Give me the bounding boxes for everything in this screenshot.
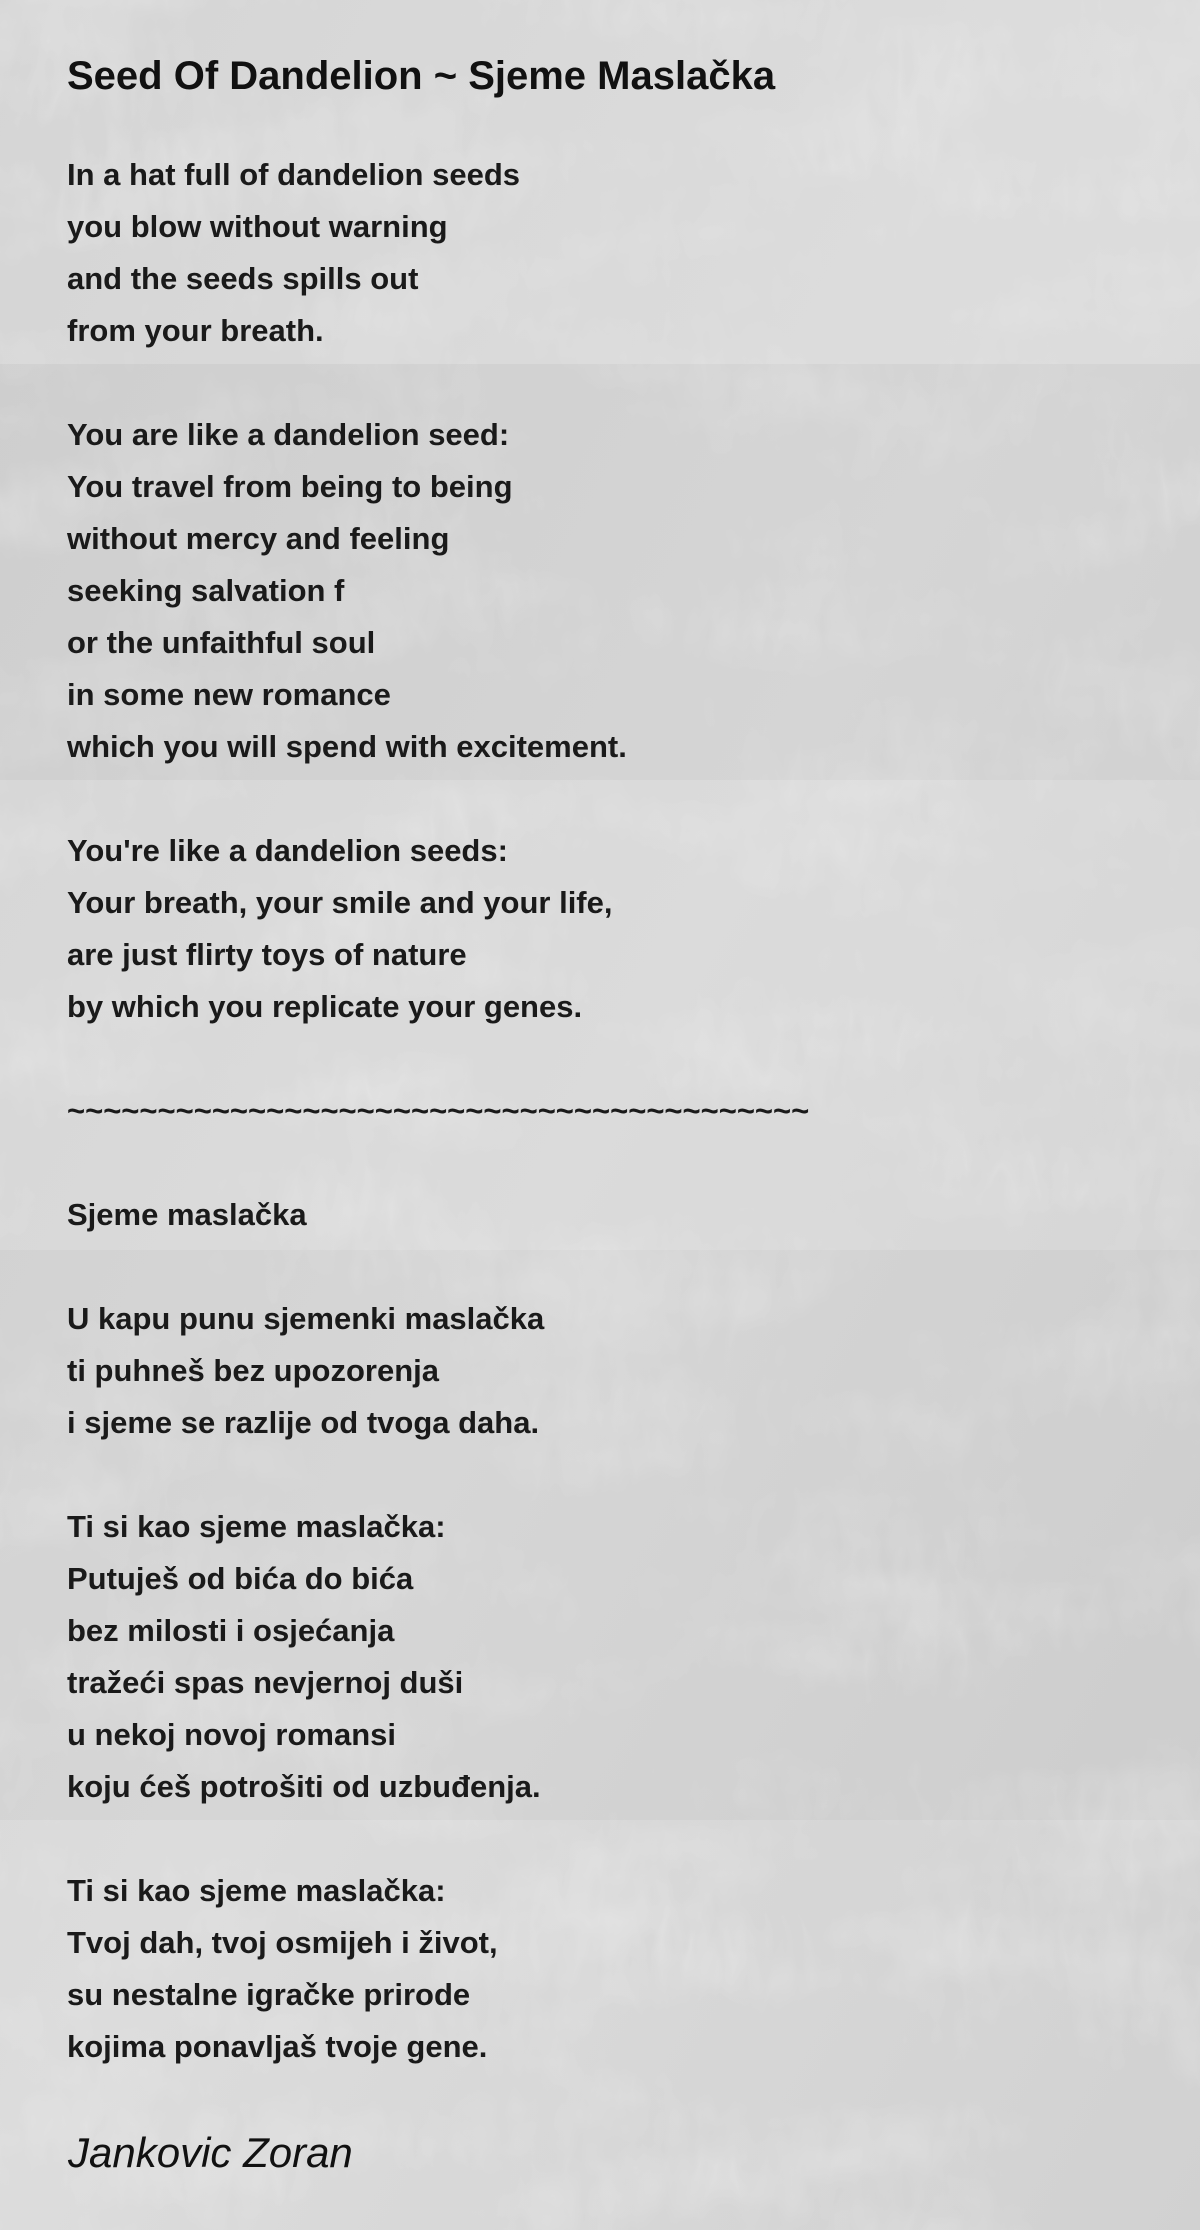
poem-author: Jankovic Zoran bbox=[68, 2129, 353, 2176]
poem-line: Ti si kao sjeme maslačka: bbox=[67, 1509, 446, 1544]
poem-line: You travel from being to being bbox=[67, 469, 513, 504]
poem-line: ti puhneš bez upozorenja bbox=[67, 1353, 440, 1388]
poem-line: which you will spend with excitement. bbox=[67, 729, 627, 764]
poem-line: U kapu punu sjemenki maslačka bbox=[67, 1301, 545, 1336]
poem-line: and the seeds spills out bbox=[67, 261, 419, 296]
poem-line: by which you replicate your genes. bbox=[67, 989, 583, 1024]
poem-line: tražeći spas nevjernoj duši bbox=[67, 1665, 464, 1700]
poem-line: In a hat full of dandelion seeds bbox=[67, 157, 520, 192]
stanza-break bbox=[67, 1449, 1147, 1501]
poem-title: Seed Of Dandelion ~ Sjeme Maslačka bbox=[67, 54, 776, 98]
poem-line: Ti si kao sjeme maslačka: bbox=[67, 1873, 446, 1908]
poem-line: i sjeme se razlije od tvoga daha. bbox=[67, 1405, 540, 1440]
poem-line: Your breath, your smile and your life, bbox=[67, 885, 613, 920]
poem-line: You're like a dandelion seeds: bbox=[67, 833, 508, 868]
poem-line: Putuješ od bića do bića bbox=[67, 1561, 414, 1596]
translation-subtitle: Sjeme maslačka bbox=[67, 1197, 307, 1232]
poem-body bbox=[67, 149, 1147, 2073]
poem-line: without mercy and feeling bbox=[67, 521, 450, 556]
poem-line: are just flirty toys of nature bbox=[67, 937, 467, 972]
poem-line: You are like a dandelion seed: bbox=[67, 417, 510, 452]
poem-line: in some new romance bbox=[67, 677, 391, 712]
stanza-break bbox=[67, 1241, 1147, 1293]
poem-line: u nekoj novoj romansi bbox=[67, 1717, 396, 1752]
poem-line: seeking salvation f bbox=[67, 573, 345, 608]
poem-line: kojima ponavljaš tvoje gene. bbox=[67, 2029, 488, 2064]
tilde-separator: ~~~~~~~~~~~~~~~~~~~~~~~~~~~~~~~~~~~~~~~~~ bbox=[67, 1093, 810, 1128]
poem-line: koju ćeš potrošiti od uzbuđenja. bbox=[67, 1769, 541, 1804]
poem-line: su nestalne igračke prirode bbox=[67, 1977, 471, 2012]
stanza-break bbox=[67, 1137, 1147, 1189]
stanza-break bbox=[67, 1033, 1147, 1085]
stanza-break bbox=[67, 357, 1147, 409]
poem-line: Tvoj dah, tvoj osmijeh i život, bbox=[67, 1925, 498, 1960]
stanza-break bbox=[67, 773, 1147, 825]
poem-line: you blow without warning bbox=[67, 209, 448, 244]
poem-line: or the unfaithful soul bbox=[67, 625, 376, 660]
poem-line: bez milosti i osjećanja bbox=[67, 1613, 395, 1648]
poem-line: from your breath. bbox=[67, 313, 324, 348]
stanza-break bbox=[67, 1813, 1147, 1865]
